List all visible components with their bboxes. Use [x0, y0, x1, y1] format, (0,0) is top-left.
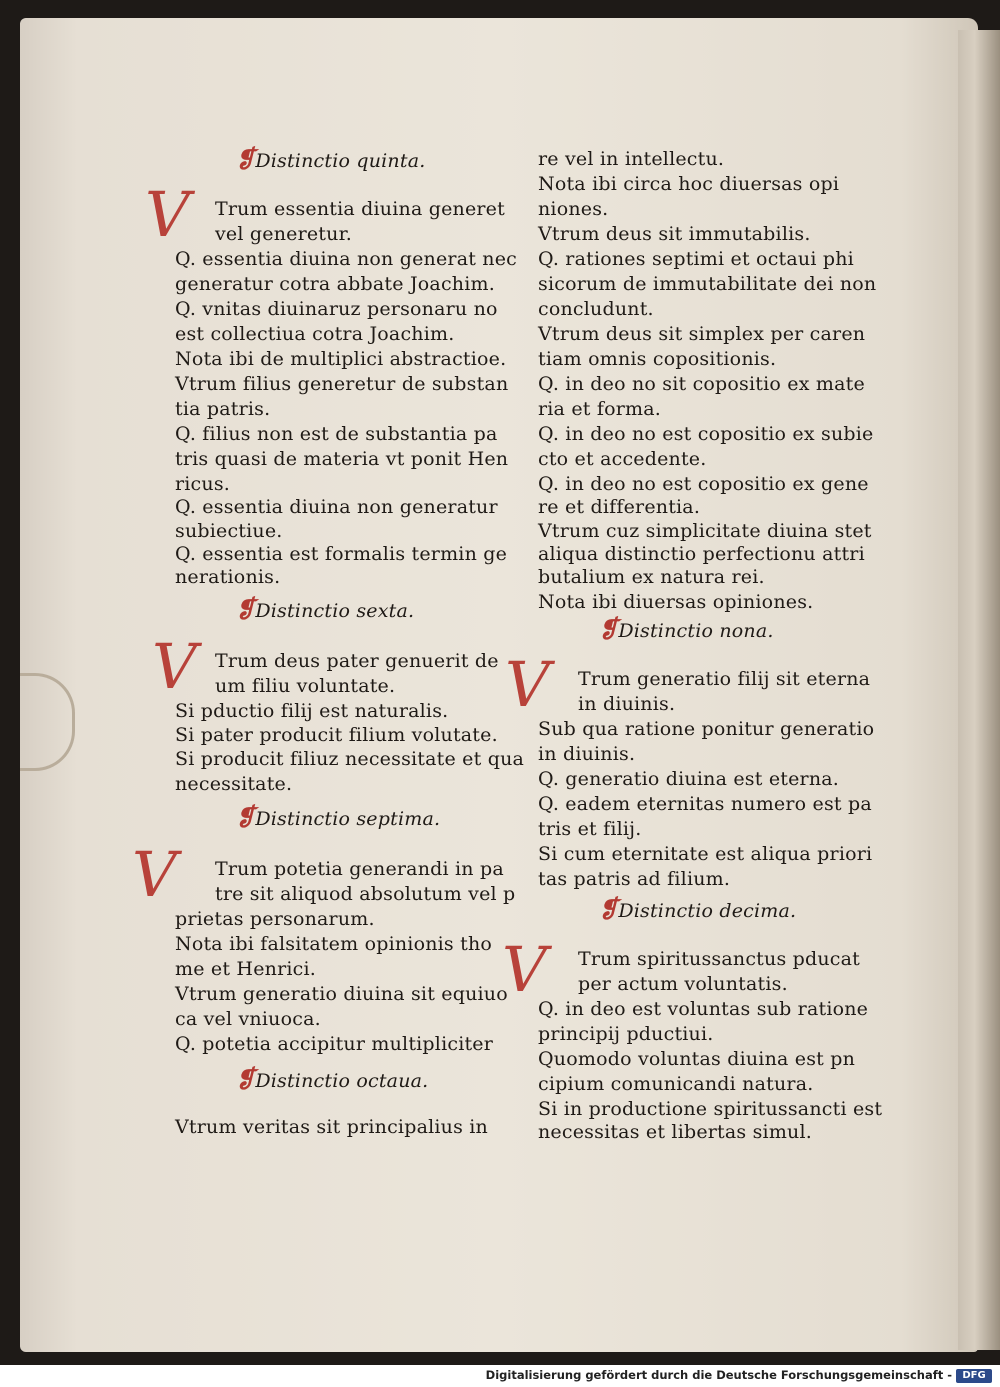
right-line: Vtrum deus sit immutabilis. — [538, 223, 811, 245]
left-line: nerationis. — [175, 566, 281, 588]
heading-text: Distinctio octaua. — [255, 1070, 429, 1092]
left-line: Q. essentia diuina non generat nec — [175, 248, 518, 270]
initial-v-5: V — [502, 933, 547, 1006]
pilcrow-mark: ❡ — [235, 1064, 256, 1093]
dfg-logo[interactable]: DFG — [956, 1369, 992, 1383]
right-line: Trum generatio filij sit eterna — [578, 668, 871, 690]
left-line: Q. vnitas diuinaruz personaru no — [175, 298, 498, 320]
right-line: Q. in deo no est copositio ex subie — [538, 423, 874, 445]
right-line: aliqua distinctio perfectionu attri — [538, 543, 865, 565]
right-line: tas patris ad filium. — [538, 868, 731, 890]
left-line: prietas personarum. — [175, 908, 375, 930]
right-line: principij pductiui. — [538, 1023, 714, 1045]
heading-text: Distinctio nona. — [618, 620, 774, 642]
initial-v-3: V — [132, 838, 177, 911]
right-line: Q. generatio diuina est eterna. — [538, 768, 840, 790]
left-heading — [235, 594, 415, 623]
right-heading — [598, 894, 797, 923]
right-line: Q. in deo est voluntas sub ratione — [538, 998, 869, 1020]
left-line: Nota ibi falsitatem opinionis tho — [175, 933, 493, 955]
right-line: in diuinis. — [538, 743, 636, 765]
parchment-page — [20, 18, 978, 1352]
initial-v-1: V — [145, 178, 190, 251]
left-line: me et Henrici. — [175, 958, 316, 980]
footer-credit: Digitalisierung gefördert durch die Deutsche Forschungsgemeinschaft - — [485, 1368, 952, 1382]
left-line: tre sit aliquod absolutum vel p — [215, 883, 516, 905]
right-line: sicorum de immutabilitate dei non — [538, 273, 877, 295]
right-line: re et differentia. — [538, 496, 701, 518]
book-spine — [958, 30, 1000, 1350]
footer-bar — [0, 1365, 1000, 1387]
pilcrow-mark: ❡ — [235, 802, 256, 831]
right-line: Q. rationes septimi et octaui phi — [538, 248, 854, 270]
right-heading — [598, 614, 774, 643]
right-line: tiam omnis copositionis. — [538, 348, 777, 370]
heading-text: Distinctio quinta. — [255, 150, 426, 172]
initial-v-2: V — [152, 630, 197, 703]
right-line: Vtrum cuz simplicitate diuina stet — [538, 520, 872, 542]
left-line: ricus. — [175, 473, 231, 495]
left-line: tia patris. — [175, 398, 271, 420]
left-heading — [235, 802, 441, 831]
left-line: Q. essentia diuina non generatur — [175, 496, 498, 518]
left-line: Si producit filiuz necessitate et qua — [175, 748, 525, 770]
left-heading — [235, 144, 426, 173]
right-line: necessitas et libertas simul. — [538, 1121, 813, 1143]
left-line: Trum deus pater genuerit de — [215, 650, 499, 672]
initial-v-4: V — [505, 648, 550, 721]
left-line: tris quasi de materia vt ponit Hen — [175, 448, 509, 470]
left-line: generatur cotra abbate Joachim. — [175, 273, 495, 295]
pilcrow-mark: ❡ — [235, 594, 256, 623]
left-line: ca vel vniuoca. — [175, 1008, 321, 1030]
left-line: Vtrum filius generetur de substan — [175, 373, 509, 395]
heading-text: Distinctio septima. — [255, 808, 441, 830]
left-line: Si pater producit filium volutate. — [175, 724, 498, 746]
right-line: concludunt. — [538, 298, 654, 320]
right-line: Q. in deo no sit copositio ex mate — [538, 373, 865, 395]
pilcrow-mark: ❡ — [598, 894, 619, 923]
left-line: Vtrum veritas sit principalius in — [175, 1116, 488, 1138]
right-line: Nota ibi circa hoc diuersas opi — [538, 173, 840, 195]
right-line: Si cum eternitate est aliqua priori — [538, 843, 873, 865]
left-line: Si pductio filij est naturalis. — [175, 700, 449, 722]
right-line: Q. in deo no est copositio ex gene — [538, 473, 869, 495]
book-clasp — [20, 673, 75, 771]
right-line: Si in productione spiritussancti est — [538, 1098, 883, 1120]
left-line: um filiu voluntate. — [215, 675, 396, 697]
pilcrow-mark: ❡ — [235, 144, 256, 173]
right-line: in diuinis. — [578, 693, 676, 715]
right-line: tris et filij. — [538, 818, 642, 840]
left-heading — [235, 1064, 429, 1093]
heading-text: Distinctio sexta. — [255, 600, 415, 622]
right-line: Quomodo voluntas diuina est pn — [538, 1048, 856, 1070]
left-line: Trum essentia diuina generet — [215, 198, 505, 220]
left-line: Vtrum generatio diuina sit equiuo — [175, 983, 508, 1005]
left-line: Q. potetia accipitur multipliciter — [175, 1033, 494, 1055]
right-line: cipium comunicandi natura. — [538, 1073, 814, 1095]
left-line: est collectiua cotra Joachim. — [175, 323, 455, 345]
left-line: Q. essentia est formalis termin ge — [175, 543, 508, 565]
heading-text: Distinctio decima. — [618, 900, 797, 922]
pilcrow-mark: ❡ — [598, 614, 619, 643]
right-line: Q. eadem eternitas numero est pa — [538, 793, 872, 815]
right-line: cto et accedente. — [538, 448, 707, 470]
right-line: Nota ibi diuersas opiniones. — [538, 591, 814, 613]
right-line: re vel in intellectu. — [538, 148, 725, 170]
left-line: subiectiue. — [175, 520, 283, 542]
right-line: Vtrum deus sit simplex per caren — [538, 323, 866, 345]
left-line: Q. filius non est de substantia pa — [175, 423, 498, 445]
left-line: Trum potetia generandi in pa — [215, 858, 504, 880]
right-line: Sub qua ratione ponitur generatio — [538, 718, 875, 740]
right-line: niones. — [538, 198, 609, 220]
right-line: Trum spiritussanctus pducat — [578, 948, 861, 970]
right-line: butalium ex natura rei. — [538, 566, 765, 588]
right-line: per actum voluntatis. — [578, 973, 788, 995]
left-line: necessitate. — [175, 773, 293, 795]
right-line: ria et forma. — [538, 398, 661, 420]
left-line: Nota ibi de multiplici abstractioe. — [175, 348, 507, 370]
left-line: vel generetur. — [215, 223, 353, 245]
